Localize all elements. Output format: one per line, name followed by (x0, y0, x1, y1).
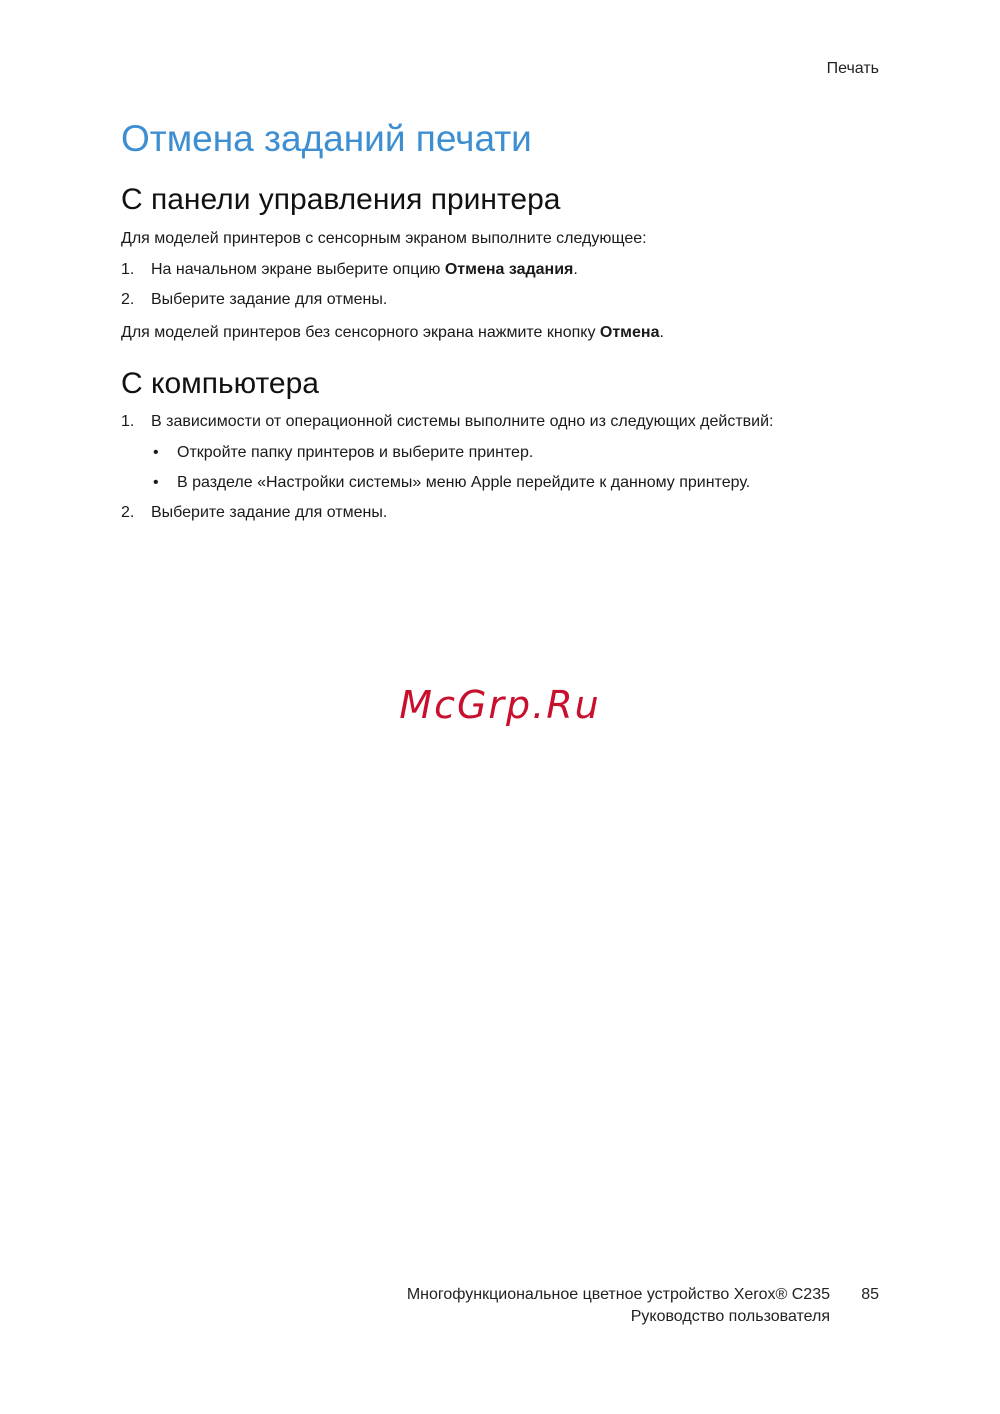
panel-intro: Для моделей принтеров с сенсорным экраном выполните следующее: (121, 230, 647, 247)
computer-step-1 (121, 412, 773, 432)
note-text-end: . (659, 324, 664, 341)
computer-step-2 (121, 503, 387, 523)
step-text-end: . (573, 261, 578, 278)
note-bold-button: Отмена (599, 324, 660, 341)
page-title: Отмена заданий печати (121, 118, 532, 159)
heading-computer: С компьютера (121, 367, 319, 400)
step-text: На начальном экране выберите опцию (151, 261, 445, 278)
bullet-text: Откройте папку принтеров и выберите принтер. (177, 444, 534, 461)
page-number: 85 (861, 1286, 879, 1303)
bullet-icon: • (153, 444, 159, 461)
panel-step-2 (121, 290, 387, 310)
step-text: Выберите задание для отмены. (151, 291, 388, 308)
panel-step-1 (121, 260, 578, 280)
step-text: В зависимости от операционной системы выполните одно из следующих действий: (151, 413, 774, 430)
step-text: Выберите задание для отмены. (151, 504, 388, 521)
step-number: 2. (121, 504, 135, 521)
note-text: Для моделей принтеров без сенсорного экрана нажмите кнопку (121, 324, 600, 341)
heading-printer-panel: С панели управления принтера (121, 183, 561, 216)
computer-bullet-2 (153, 473, 750, 493)
step-bold-option: Отмена задания (444, 261, 574, 278)
watermark: McGrp.Ru (399, 683, 601, 727)
step-number: 1. (121, 261, 135, 278)
panel-note (121, 323, 664, 343)
computer-bullet-1 (153, 443, 533, 463)
bullet-text: В разделе «Настройки системы» меню Apple перейдите к данному принтеру. (177, 474, 751, 491)
bullet-icon: • (153, 474, 159, 491)
step-number: 2. (121, 291, 135, 308)
footer-guide-name: Руководство пользователя (630, 1308, 830, 1325)
header-section-name: Печать (826, 60, 879, 77)
footer-product-name: Многофункциональное цветное устройство Xerox® C235 (406, 1286, 830, 1303)
step-number: 1. (121, 413, 135, 430)
